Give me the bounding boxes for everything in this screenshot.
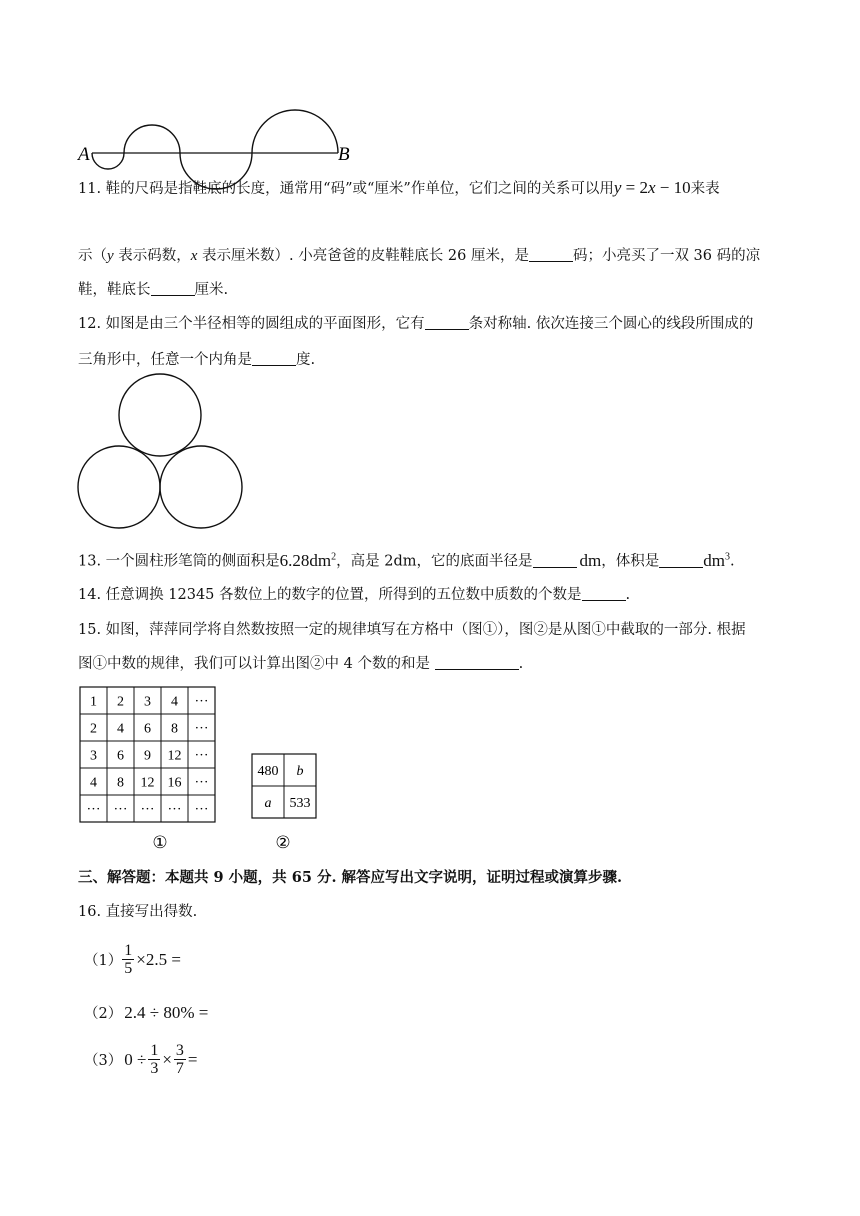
q14-line: 14. 任意调换 12345 各数位上的数字的位置，所得到的五位数中质数的个数是 .	[78, 587, 631, 603]
grid-cell: ···	[86, 802, 101, 818]
grid-cell: a	[264, 796, 272, 811]
q11-text-tail: 来表	[690, 181, 720, 197]
grid-cell: ···	[167, 802, 182, 818]
grid-cell: 2	[90, 721, 97, 737]
grid-cell: 1	[90, 694, 97, 710]
grid-cell: 4	[171, 694, 178, 710]
q16-part-3: （3） 0 ÷ $\frac{1}{3}$ × $\frac{3}{7}$ =	[84, 1042, 198, 1077]
grid-cell: ···	[194, 748, 209, 764]
section-3-title: 三、解答题：本题共 9 小题，共 65 分. 解答应写出文字说明，证明过程或演算步骤.	[78, 869, 623, 886]
grid-cell: 9	[144, 748, 151, 764]
q16-title: 16. 直接写出得数.	[78, 904, 198, 920]
q16-p3-fraction-1: $\frac{1}{3}$	[150, 1042, 159, 1077]
grid-cell: ···	[194, 802, 209, 818]
grid-cell: 12	[140, 775, 155, 791]
q11-line-3: 鞋，鞋底长 厘米.	[78, 282, 229, 298]
grid-cell: 3	[144, 694, 151, 710]
grid-cell: ···	[194, 775, 209, 791]
q16-part-2: （2） 2.4 ÷ 80% =	[84, 1002, 209, 1022]
q16-part-1: （1） $\frac{1}{5}$ ×2.5 =	[84, 942, 181, 977]
grid-cell: 8	[117, 775, 124, 791]
grid-cell: 2	[117, 694, 124, 710]
grid-cell: 6	[117, 748, 124, 764]
q16-p1-fraction: $\frac{1}{5}$	[124, 942, 133, 977]
q16-p3-fraction-2: $\frac{3}{7}$	[175, 1042, 184, 1077]
q13-area: $6.28dm^2$	[279, 550, 337, 570]
q11-text: 11. 鞋的尺码是指鞋底的长度，通常用“码”或“厘米”作单位，它们之间的关系可以用	[78, 181, 614, 197]
grid-cell: 4	[90, 775, 97, 791]
q11-formula: y = 2x − 10	[613, 178, 691, 197]
q13-volume-unit: $dm^3$	[703, 550, 730, 570]
grid-cell: ···	[194, 694, 209, 710]
grid-cell: 480	[257, 764, 279, 779]
grid-cell: ···	[194, 721, 209, 737]
q11-line-2: 示（y 表示码数，x 表示厘米数）. 小亮爸爸的皮鞋鞋底长 26 厘米，是 码；小亮买了一双 36 码的凉	[78, 248, 761, 264]
point-a-label: A	[78, 144, 90, 165]
q13-line: 13. 一个圆柱形笔筒的侧面积是$6.28dm^2$，高是 2dm，它的底面半径是 dm，体积是 $dm^3$.	[78, 550, 735, 570]
grid-cell: b	[296, 764, 304, 779]
grid-cell: 16	[167, 775, 182, 791]
q12-line-2: 三角形中，任意一个内角是 度.	[78, 352, 316, 368]
q15-line-2: 图①中数的规律，我们可以计算出图②中 4 个数的和是 .	[78, 656, 524, 672]
grid-cell: ···	[113, 802, 128, 818]
grid1-caption: ①	[152, 833, 168, 852]
grid-cell: 12	[167, 748, 182, 764]
grid-cell: 4	[117, 721, 124, 737]
grid-cell: ···	[140, 802, 155, 818]
q15-line-1: 15. 如图，萍萍同学将自然数按照一定的规律填写在方格中（图①），图②是从图①中截取的一部分. 根据	[78, 622, 746, 638]
grid2-caption: ②	[275, 833, 291, 852]
grid-cell: 3	[90, 748, 97, 764]
grid-cell: 6	[144, 721, 151, 737]
q12-line-1: 12. 如图是由三个半径相等的圆组成的平面图形，它有 条对称轴. 依次连接三个圆心的线段所围成的	[78, 316, 754, 332]
point-b-label: B	[338, 144, 350, 165]
grid-cell: 8	[171, 721, 178, 737]
grid-cell: 533	[289, 796, 311, 811]
